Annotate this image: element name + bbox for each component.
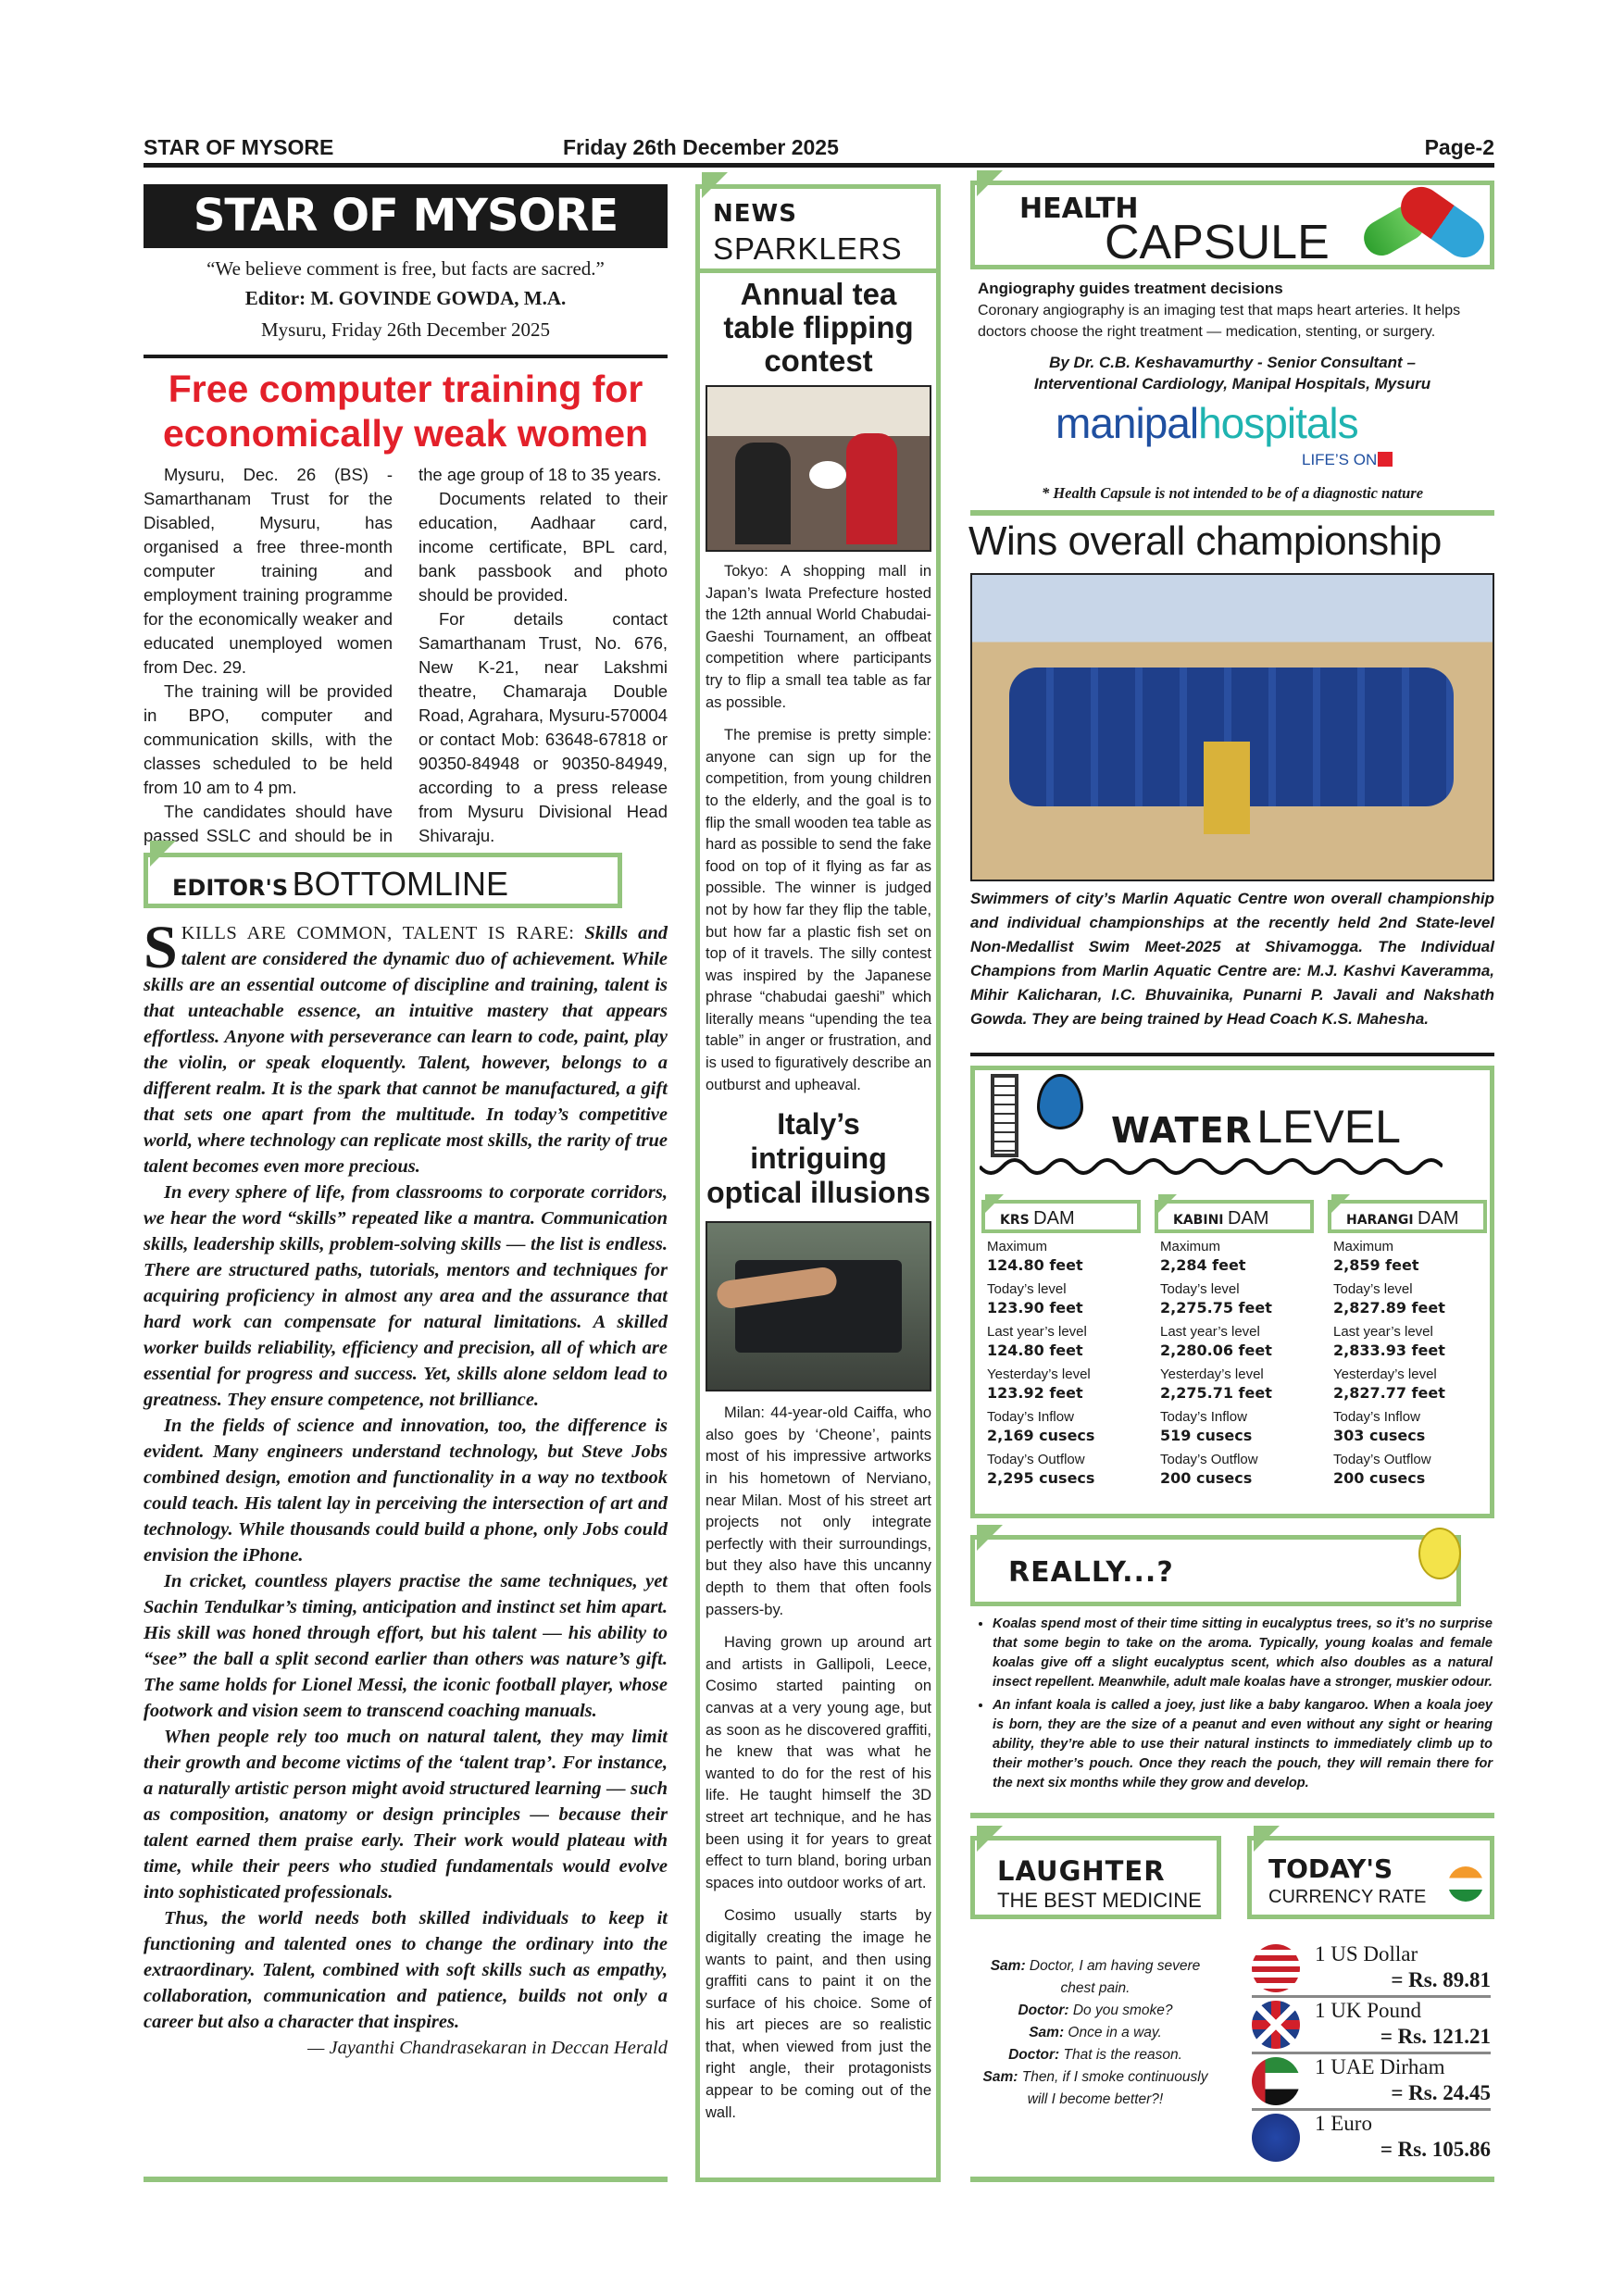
currency-unit: 1 UAE Dirham (1315, 2055, 1445, 2078)
editorial-body (144, 914, 668, 2061)
dam-stats (987, 1239, 1152, 1494)
currency-row (1252, 2055, 1491, 2111)
gauge-icon (991, 1074, 1018, 1157)
speaker: Doctor: (1018, 2003, 1069, 2018)
dialogue: Do you smoke? (1068, 2003, 1173, 2018)
sports-caption (970, 887, 1494, 1031)
dam-name: HARANGI (1346, 1213, 1414, 1228)
stat-label: Today’s Inflow (1333, 1409, 1420, 1425)
stat-value: 2,827.89 feet (1333, 1299, 1445, 1316)
story-headline: Annual tea table flipping contest (723, 277, 914, 378)
joke-text (980, 1955, 1211, 2111)
eu-flag-icon (1252, 2114, 1300, 2162)
section-label-bold: LAUGHTER (997, 1855, 1166, 1887)
paragraph: In cricket, countless players practise the same techniques, yet Sachin Tendulkar’s timing, anticipation and instinct set him apart. His skill was honed through effort, but his talent — his ability to “see” the ball a split second earlier than others was nature’s gift. The same holds for Lionel Messi, the iconic football player, whose footwork and vision seem to transcend coaching manuals. (144, 1571, 668, 1721)
section-label-light: CURRENCY RATE (1268, 1887, 1427, 1907)
corner-flag-icon (702, 172, 728, 198)
tea-table-photo (706, 385, 931, 552)
manipal-logo (1056, 398, 1358, 448)
paragraph: The candidates should have passed SSLC and should be in the age group of 18 to 35 years. (144, 465, 662, 845)
paragraph: Tokyo: A shopping mall in Japan’s Iwata Prefecture hosted the 12th annual World Chabudai-Gaeshi Tournament, an offbeat competition where participants try to flip a small tea table as far as possible. (706, 563, 931, 711)
us-flag-icon (1252, 1944, 1300, 1992)
stat-value: 303 cusecs (1333, 1427, 1426, 1444)
section-label-bold: NEWS (713, 200, 797, 228)
paragraph: Milan: 44-year-old Caiffa, who also goes by ‘Cheone’, paints most of his impressive artworks in his hometown of Nerviano, near Milan. Most of his street art projects not only integrate perfectly with their surroundings, but they also have this uncanny depth to them that often fools passers-by. (706, 1404, 931, 1618)
health-byline (970, 352, 1494, 394)
uk-flag-icon (1252, 2001, 1300, 2049)
health-capsule-header (970, 181, 1494, 269)
capsule-icon (1393, 179, 1492, 265)
dialogue: That is the reason. (1059, 2047, 1182, 2063)
stat-value: 2,275.75 feet (1160, 1299, 1272, 1316)
column-rule (970, 2177, 1494, 2182)
dam-stats (1333, 1239, 1498, 1494)
section-label-light: CAPSULE (1105, 216, 1330, 269)
masthead-dateline: Mysuru, Friday 26th December 2025 (260, 318, 551, 341)
stat-label: Today’s Inflow (1160, 1409, 1247, 1425)
corner-flag-icon (977, 170, 1003, 196)
section-label-bold: HEALTH (1019, 193, 1139, 225)
paragraph: The premise is pretty simple: anyone can sign up for the competition, from young children to the elderly, and the goal is to flip the small wooden tea table as hard as possible to send the fake food on top of it flying as far as possible. The winner is judged not by how far they flip the table, but how far a plastic fish set on top of it travels. The silly contest was inspired by the Japanese phrase “chabudai gaeshi” which literally means “upending the tea table” in anger or frustration, and is used to figuratively describe an outburst and upheaval. (706, 727, 931, 1093)
stat-label: Last year’s level (1160, 1324, 1260, 1340)
masthead-motto: “We believe comment is free, but facts are sacred.” (206, 257, 605, 280)
section-label-bold: WATER (1111, 1110, 1253, 1151)
dam-label-box (1155, 1200, 1314, 1233)
speaker: Doctor: (1008, 2047, 1060, 2063)
stat-value: 2,169 cusecs (987, 1427, 1095, 1444)
header-rule (144, 163, 1494, 168)
really-list (993, 1615, 1493, 1793)
section-label-light: THE BEST MEDICINE (997, 1889, 1202, 1912)
dialogue: Then, if I smoke continuously will I become better?! (1018, 2069, 1208, 2107)
water-level-title (1111, 1100, 1401, 1154)
masthead-rule (144, 355, 668, 358)
logo-part: hospitals (1198, 399, 1358, 447)
stat-label: Today’s Outflow (1160, 1452, 1258, 1467)
stat-value: 200 cusecs (1333, 1469, 1426, 1487)
dam-name: KABINI (1173, 1213, 1224, 1228)
dam-label-box (1328, 1200, 1487, 1233)
sports-headline: Wins overall championship (968, 518, 1442, 564)
section-rule (970, 1053, 1494, 1056)
stat-value: 124.80 feet (987, 1256, 1083, 1274)
currency-value: = Rs. 24.45 (1391, 2081, 1491, 2104)
speaker: Sam: (1029, 2025, 1065, 2040)
story-tea-table (706, 278, 931, 2135)
editorial-lead-caps: KILLS ARE COMMON, TALENT IS RARE: (181, 923, 575, 943)
lead-headline-line-2: economically weak women (162, 412, 649, 455)
corner-flag-icon (977, 1525, 1003, 1551)
manipal-tagline: LIFE’S ON (1302, 451, 1378, 468)
section-label-light: BOTTOMLINE (292, 865, 508, 903)
byline-line: By Dr. C.B. Keshavamurthy - Senior Consultant – (1049, 354, 1416, 371)
uae-flag-icon (1252, 2057, 1300, 2105)
paragraph: Thus, the world needs both skilled individuals to keep it functioning and talented ones to change the ordinary into the extraordinary. Talent, combined with soft skills such as empathy, collaboration, communication and patience, builds not only a career but also a character that inspires. (144, 1908, 668, 2032)
lightbulb-mascot-icon (1418, 1528, 1461, 1579)
currency-row (1252, 1942, 1491, 1998)
section-label-light: SPARKLERS (713, 231, 903, 266)
currency-unit: 1 UK Pound (1315, 1999, 1422, 2022)
corner-flag-icon (977, 1826, 1003, 1852)
health-disclaimer: * Health Capsule is not intended to be of a diagnostic nature (1041, 484, 1424, 502)
stat-value: 124.80 feet (987, 1341, 1083, 1359)
swimmers-photo (970, 573, 1494, 881)
corner-flag-icon (150, 841, 176, 867)
section-label-bold: EDITOR'S (172, 875, 289, 901)
stat-value: 2,827.77 feet (1333, 1384, 1445, 1402)
stat-value: 2,859 feet (1333, 1256, 1419, 1274)
stat-label: Last year’s level (1333, 1324, 1433, 1340)
currency-value: = Rs. 89.81 (1391, 1968, 1491, 1991)
speaker: Sam: (990, 1958, 1026, 1974)
stat-label: Today’s Outflow (987, 1452, 1085, 1467)
joke-line (980, 2022, 1211, 2044)
health-body: Coronary angiography is an imaging test that maps heart arteries. It helps doctors choose the right treatment — medication, stenting, or surgery. (978, 303, 1461, 340)
lead-story-body (144, 463, 668, 848)
paragraph: For details contact Samarthanam Trust, No. 676, New K-21, near Lakshmi theatre, Chamaraja Double Road, Agrahara, Mysuru-570004 or contact Mob: 63648-67818 or 90350-84948 or 90350-84949, according to a press release from Mysuru Divisional Head Shivaraju. (418, 609, 668, 845)
health-headline: Angiography guides treatment decisions (978, 280, 1283, 297)
stat-label: Maximum (1333, 1239, 1394, 1254)
stat-label: Yesterday’s level (1160, 1366, 1264, 1382)
paragraph: Documents related to their education, Aadhaar card, income certificate, BPL card, bank passbook and photo should be provided. (418, 489, 668, 605)
dam-suffix: DAM (1418, 1208, 1459, 1229)
lead-headline (144, 367, 668, 455)
stat-label: Maximum (1160, 1239, 1221, 1254)
currency-row (1252, 2112, 1491, 2167)
list-item: • An infant koala is called a joey, just like a baby kangaroo. When a koala joey is born, they are the size of a peanut and even without any sight or hearing ability, they’re able to use their natural instincts to immediately climb up to their mother’s pouch. Once they reach the pouch, they will remain there for the next six months while they grow and develop. (993, 1696, 1493, 1793)
speaker: Sam: (982, 2069, 1018, 2085)
joke-line (980, 1955, 1211, 2000)
stat-value: 2,295 cusecs (987, 1469, 1095, 1487)
stat-value: 2,833.93 feet (1333, 1341, 1445, 1359)
dam-name: KRS (1000, 1213, 1030, 1228)
paragraph: In every sphere of life, from classrooms to corporate corridors, we hear the word “skills” repeated like a mantra. Communication skills, leadership skills, problem-solving skills — the list is endless. There are structured paths, tutorials, mentors and techniques for acquiring proficiency in almost any area and the assurance that hard work can compensate for natural limitations. A skilled worker builds reliability, efficiency and precision, all of which are essential for progress and success. Yet, skills alone seldom lead to greatness. They ensure competence, not brilliance. (144, 1182, 668, 1410)
section-rule (970, 1813, 1494, 1818)
lead-headline-line-1: Free computer training for (168, 368, 643, 410)
editors-bottomline-box (144, 853, 622, 908)
manipal-mark-icon (1378, 452, 1393, 467)
currency-value: = Rs. 121.21 (1380, 2025, 1491, 2048)
corner-flag-icon (1331, 1194, 1350, 1213)
masthead-logo: STAR OF MYSORE (144, 184, 668, 248)
stat-value: 2,284 feet (1160, 1256, 1246, 1274)
section-rule (970, 510, 1494, 516)
india-flag-icon (1448, 1866, 1483, 1902)
stat-label: Yesterday’s level (987, 1366, 1091, 1382)
stat-value: 200 cusecs (1160, 1469, 1253, 1487)
currency-unit: 1 US Dollar (1315, 1942, 1418, 1965)
running-head-date: Friday 26th December 2025 (563, 135, 839, 159)
currency-header (1247, 1836, 1494, 1919)
paragraph: Mysuru, Dec. 26 (BS) - Samarthanam Trust for the Disabled, Mysuru, has organised a free three-month computer training and employment training programme for the economically weaker and educated unemployed women from Dec. 29. (144, 465, 393, 677)
section-label: REALLY...? (1008, 1556, 1174, 1589)
stat-label: Last year’s level (987, 1324, 1087, 1340)
stat-label: Today’s level (1160, 1281, 1240, 1297)
stat-value: 2,280.06 feet (1160, 1341, 1272, 1359)
section-label-bold: TODAY'S (1268, 1853, 1393, 1884)
story-headline: Italy’s intriguing optical illusions (706, 1107, 931, 1210)
stat-label: Maximum (987, 1239, 1048, 1254)
logo-part: manipal (1056, 399, 1199, 447)
drop-cap: S (144, 914, 178, 981)
caption-text: Swimmers of city’s Marlin Aquatic Centre won overall championship and individual championships at the recently held 2nd State-level Non-Medallist Swim Meet-2025 at Shivamogga. The Individual Champions from Marlin Aquatic Centre are: M.J. Kashvi Kaveramma, Mihir Kalicharan, I.C. Bhuvainika, Punarni P. Javali and Nakshath Gowda. They are being trained by Head Coach K.S. Mahesha. (970, 890, 1494, 1028)
paragraph: Skills and talent are considered the dynamic duo of achievement. While skills are an essential outcome of discipline and training, talent is that unteachable essence, an intuitive mastery that appears effortless. Anyone with perseverance can learn to code, paint, play the violin, or speak eloquently. Talent, however, belongs to a different realm. It is the spark that cannot be manufactured, a gift that sets one apart from the multitude. In today’s competitive world, where technology can replicate most skills, the rarity of true talent becomes even more precious. (144, 923, 668, 1177)
dam-suffix: DAM (1227, 1208, 1269, 1229)
dam-label-box (981, 1200, 1141, 1233)
stat-value: 2,275.71 feet (1160, 1384, 1272, 1402)
dialogue: Once in a way. (1064, 2025, 1162, 2040)
joke-line (980, 2000, 1211, 2022)
joke-line (980, 2066, 1211, 2111)
editorial-byline: — Jayanthi Chandrasekaran in Deccan Herald (307, 2038, 668, 2058)
running-head-paper: STAR OF MYSORE (144, 135, 334, 159)
paragraph: In the fields of science and innovation, too, the difference is evident. Many engineers understand technology, but Steve Jobs combined design, emotion and functionality in a way no textbook could teach. His talent lay in perceiving the intersection of art and technology. While thousands could build a phone, only Jobs could envision the iPhone. (144, 1416, 668, 1566)
waves-icon (980, 1157, 1443, 1181)
corner-flag-icon (985, 1194, 1004, 1213)
stat-label: Today’s level (987, 1281, 1067, 1297)
really-header (970, 1535, 1461, 1606)
dam-stats (1160, 1239, 1325, 1494)
byline-line: Interventional Cardiology, Manipal Hospitals, Mysuru (1033, 375, 1431, 393)
news-sparklers-header (695, 184, 941, 273)
column-rule (144, 2177, 668, 2182)
stat-value: 123.92 feet (987, 1384, 1083, 1402)
paragraph: Having grown up around art and artists in Gallipoli, Leece, Cosimo started painting on canvas at a very young age, but as soon as he discovered graffiti, he knew that was what he wanted to do for the rest of his life. He taught himself the 3D street art technique, and he has been using it for years to great effect to turn bland, boring urban spaces into outdoor works of art. (706, 1634, 931, 1891)
stat-value: 123.90 feet (987, 1299, 1083, 1316)
currency-value: = Rs. 105.86 (1380, 2138, 1491, 2161)
stat-label: Today’s Outflow (1333, 1452, 1431, 1467)
corner-flag-icon (1158, 1194, 1177, 1213)
paragraph: Cosimo usually starts by digitally creating the image he wants to paint, and then using graffiti cans to paint it on the surface of his choice. Some of his art pieces are so realistic that, when viewed from just the right angle, their protagonists appear to be coming out of the wall. (706, 1907, 931, 2121)
dialogue: Doctor, I am having severe chest pain. (1025, 1958, 1201, 1996)
currency-unit: 1 Euro (1315, 2112, 1372, 2135)
section-label-light: LEVEL (1256, 1101, 1401, 1153)
optical-illusion-photo (706, 1221, 931, 1391)
corner-flag-icon (1254, 1826, 1280, 1852)
stat-label: Today’s Inflow (987, 1409, 1074, 1425)
list-item: • Koalas spend most of their time sitting in eucalyptus trees, so it’s no surprise that some begin to take on the aroma. Typically, young koalas and female koalas give off a slight eucalyptus scent, which also doubles as a natural insect repellent. Meanwhile, adult male koalas have a stronger, muskier odour. (993, 1615, 1493, 1692)
currency-row (1252, 1999, 1491, 2054)
joke-line (980, 2044, 1211, 2066)
stat-label: Today’s level (1333, 1281, 1413, 1297)
laughter-header (970, 1836, 1221, 1919)
stat-label: Yesterday’s level (1333, 1366, 1437, 1382)
paragraph: When people rely too much on natural talent, they may limit their growth and become victims of the ‘talent trap’. For instance, a naturally artistic person might avoid structured learning — such as composition, anatomy or design principles — because their talent earned them praise early. Their work would plateau with time, while their peers who studied fundamentals would evolve into sophisticated professionals. (144, 1727, 668, 1903)
paragraph: The training will be provided in BPO, computer and communication skills, with the classes scheduled to be held from 10 am to 4 pm. (144, 681, 393, 797)
stat-value: 519 cusecs (1160, 1427, 1253, 1444)
dam-suffix: DAM (1033, 1208, 1075, 1229)
masthead-editor: Editor: M. GOVINDE GOWDA, M.A. (244, 287, 567, 309)
page-number: Page-2 (1424, 135, 1494, 159)
